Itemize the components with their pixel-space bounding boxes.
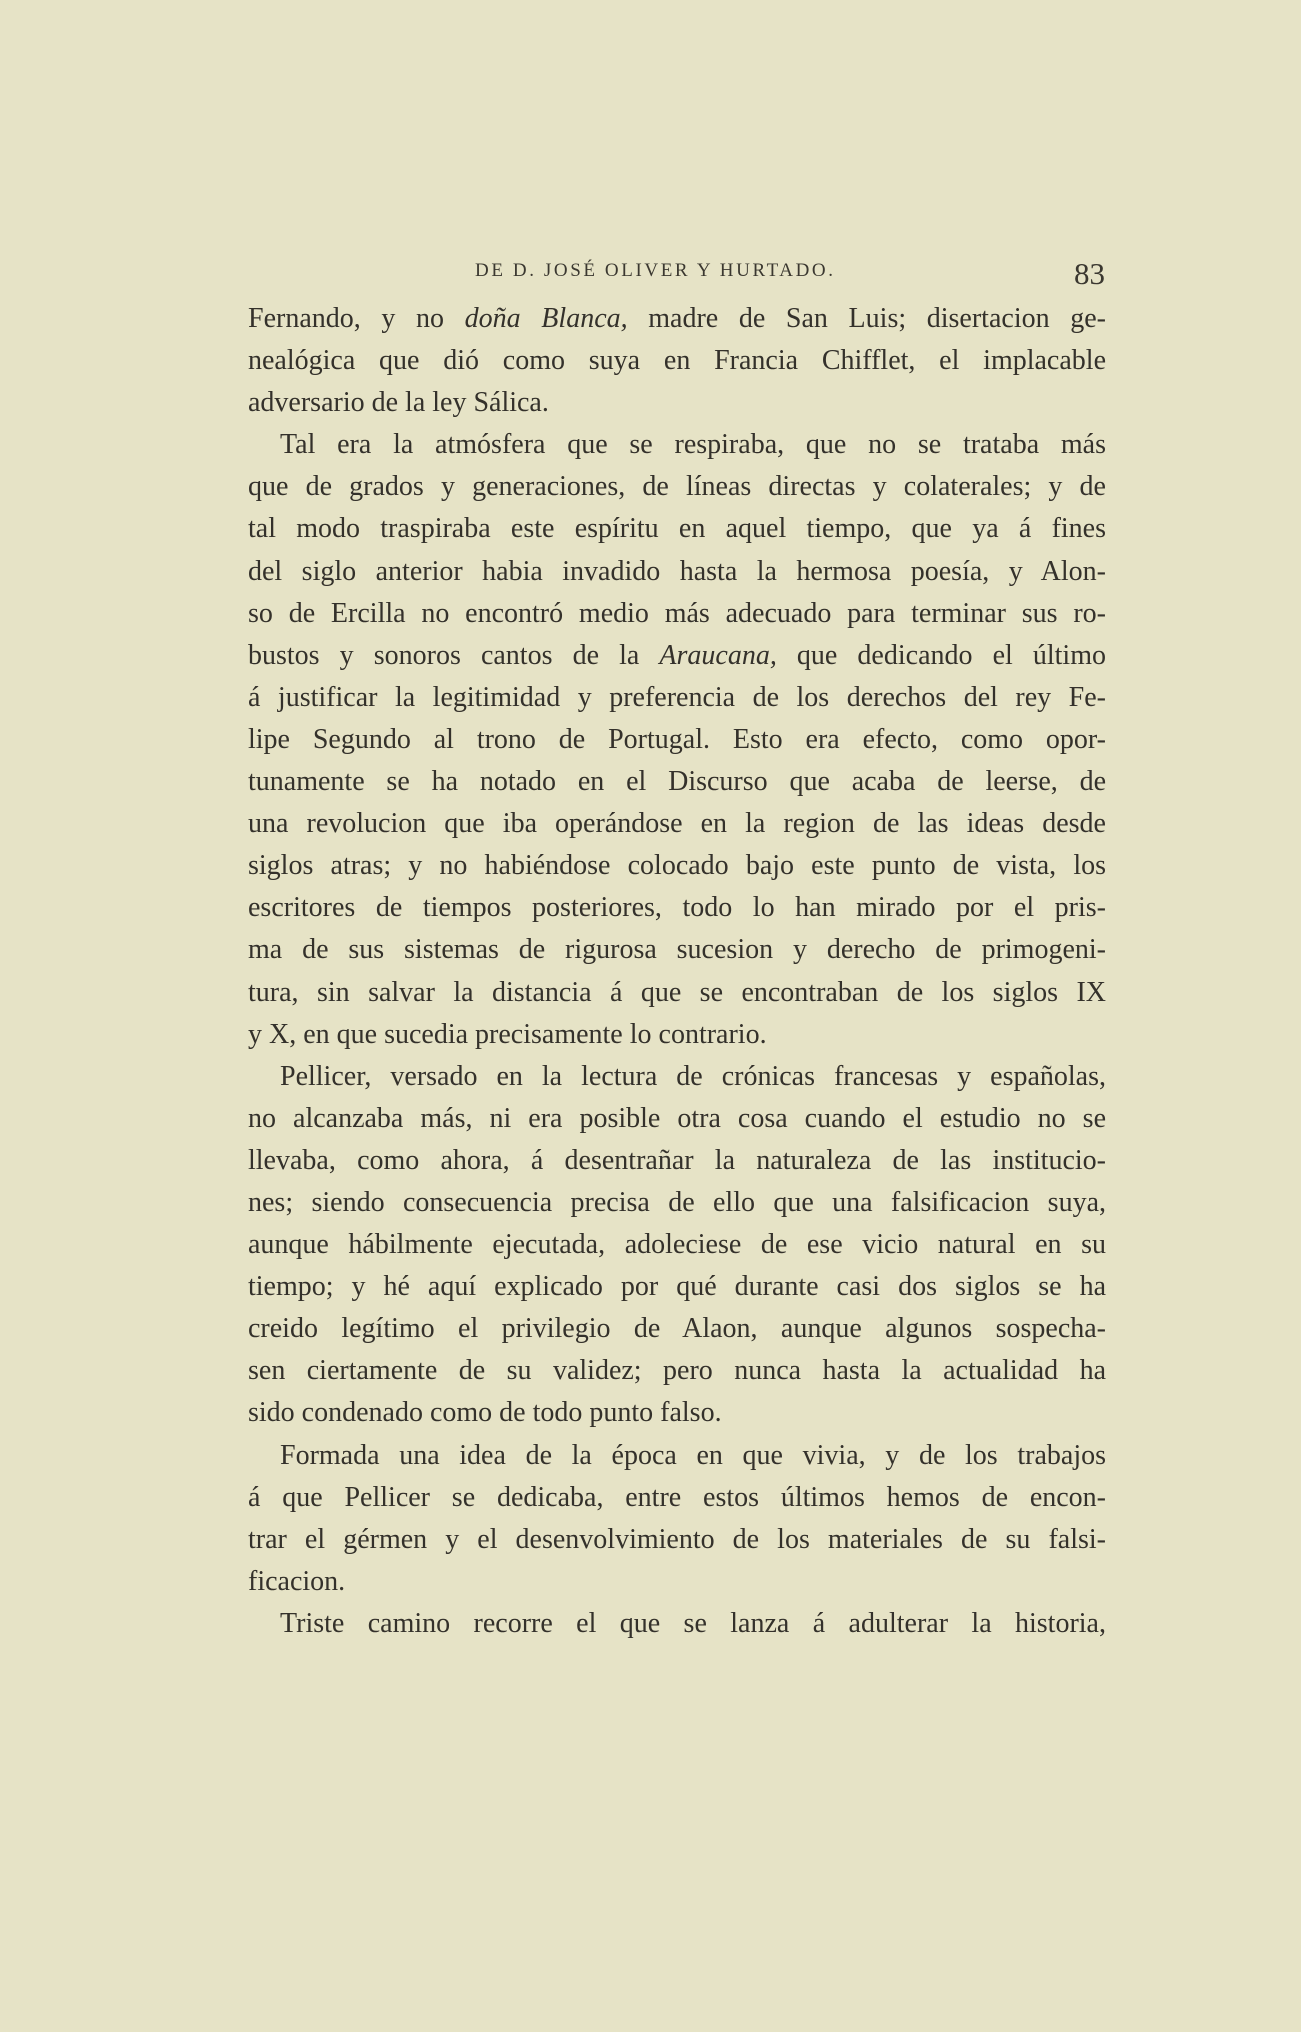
text-line — [248, 1182, 1106, 1224]
text-line — [248, 1266, 1106, 1308]
text-segment: tiempo; y hé aquí explicado por qué durante casi dos siglos se ha — [248, 1271, 1106, 1303]
text-line — [248, 466, 1106, 508]
text-segment: del siglo anterior habia invadido hasta la hermosa poesía, y Alon- — [248, 555, 1106, 587]
text-segment: tal modo traspiraba este espíritu en aquel tiempo, que ya á fines — [248, 513, 1106, 545]
text-segment: ma de sus sistemas de rigurosa sucesion y derecho de primogeni- — [248, 934, 1106, 966]
text-segment: Fernando, y no — [248, 303, 465, 334]
text-segment: bustos y sonoros cantos de la — [248, 639, 660, 671]
text-segment: sido condenado como de todo punto falso. — [248, 1397, 722, 1429]
text-line — [248, 551, 1106, 593]
text-segment: adversario de la ley Sálica. — [248, 387, 549, 419]
text-segment: llevaba, como ahora, á desentrañar la naturaleza de las institucio- — [248, 1144, 1106, 1176]
text-line — [248, 1140, 1106, 1182]
text-segment: nes; siendo consecuencia precisa de ello que una falsificacion suya, — [248, 1186, 1106, 1218]
text-line — [248, 1224, 1106, 1266]
text-line — [248, 1056, 1106, 1098]
text-line — [248, 1435, 1106, 1477]
text-segment: siglos atras; y no habiéndose colocado bajo este punto de vista, los — [248, 850, 1106, 882]
text-segment: escritores de tiempos posteriores, todo lo han mirado por el pris- — [248, 892, 1106, 924]
text-segment: nealógica que dió como suya en Francia Chifflet, el implacable — [248, 345, 1106, 377]
text-segment: á justificar la legitimidad y preferencia de los derechos del rey Fe- — [248, 681, 1106, 713]
text-line — [248, 424, 1106, 466]
text-segment: á que Pellicer se dedicaba, entre estos últimos hemos de encon- — [248, 1481, 1106, 1513]
text-line — [248, 340, 1106, 382]
text-segment: una revolucion que iba operándose en la region de las ideas desde — [248, 808, 1106, 840]
text-line — [248, 508, 1106, 550]
text-segment: lipe Segundo al trono de Portugal. Esto era efecto, como opor- — [248, 723, 1106, 755]
text-line — [248, 593, 1106, 635]
text-line — [248, 1603, 1106, 1645]
text-segment: madre de San Luis; disertacion ge- — [627, 303, 1106, 334]
text-line — [248, 677, 1106, 719]
text-segment: Pellicer, versado en la lectura de crónicas francesas y españolas, — [280, 1060, 1106, 1092]
text-line — [248, 1098, 1106, 1140]
text-segment: Tal era la atmósfera que se respiraba, que no se trataba más — [280, 429, 1106, 461]
text-segment: trar el gérmen y el desenvolvimiento de los materiales de su falsi- — [248, 1523, 1106, 1555]
text-line — [248, 929, 1106, 971]
text-segment: sen ciertamente de su validez; pero nunca hasta la actualidad ha — [248, 1355, 1106, 1387]
text-segment: so de Ercilla no encontró medio más adecuado para terminar sus ro- — [248, 597, 1106, 629]
page-number: 83 — [1074, 256, 1105, 291]
text-line — [248, 1350, 1106, 1392]
text-line — [248, 719, 1106, 761]
text-segment: tura, sin salvar la distancia á que se encontraban de los siglos IX — [248, 976, 1106, 1008]
text-segment: que de grados y generaciones, de líneas directas y colaterales; y de — [248, 471, 1106, 503]
text-segment: ficacion. — [248, 1565, 346, 1597]
text-line — [248, 972, 1106, 1014]
text-line — [248, 1477, 1106, 1519]
text-line — [248, 761, 1106, 803]
text-line — [248, 1014, 1106, 1056]
text-line — [248, 298, 1106, 340]
text-line — [248, 382, 1106, 424]
text-line — [248, 803, 1106, 845]
body-text — [248, 298, 1106, 1645]
text-segment: aunque hábilmente ejecutada, adoleciese de ese vicio natural en su — [248, 1229, 1106, 1261]
italic-text: Araucana, — [659, 639, 777, 671]
running-head — [248, 256, 1108, 296]
text-line — [248, 845, 1106, 887]
text-segment: que dedicando el último — [776, 639, 1106, 671]
text-line — [248, 1561, 1106, 1603]
text-segment: no alcanzaba más, ni era posible otra cosa cuando el estudio no se — [248, 1102, 1106, 1134]
text-line — [248, 635, 1106, 677]
text-segment: tunamente se ha notado en el Discurso que acaba de leerse, de — [248, 766, 1106, 798]
text-line — [248, 887, 1106, 929]
text-segment: Triste camino recorre el que se lanza á adulterar la historia, — [280, 1607, 1106, 1639]
text-segment: y X, en que sucedia precisamente lo contrario. — [248, 1018, 767, 1050]
text-segment: Formada una idea de la época en que vivia, y de los trabajos — [280, 1439, 1106, 1471]
italic-text: doña Blanca, — [464, 303, 628, 334]
running-head-title: DE D. JOSÉ OLIVER Y HURTADO. — [475, 260, 836, 281]
text-segment: creido legítimo el privilegio de Alaon, aunque algunos sospecha- — [248, 1313, 1106, 1345]
text-line — [248, 1308, 1106, 1350]
text-line — [248, 1392, 1106, 1434]
text-line — [248, 1519, 1106, 1561]
